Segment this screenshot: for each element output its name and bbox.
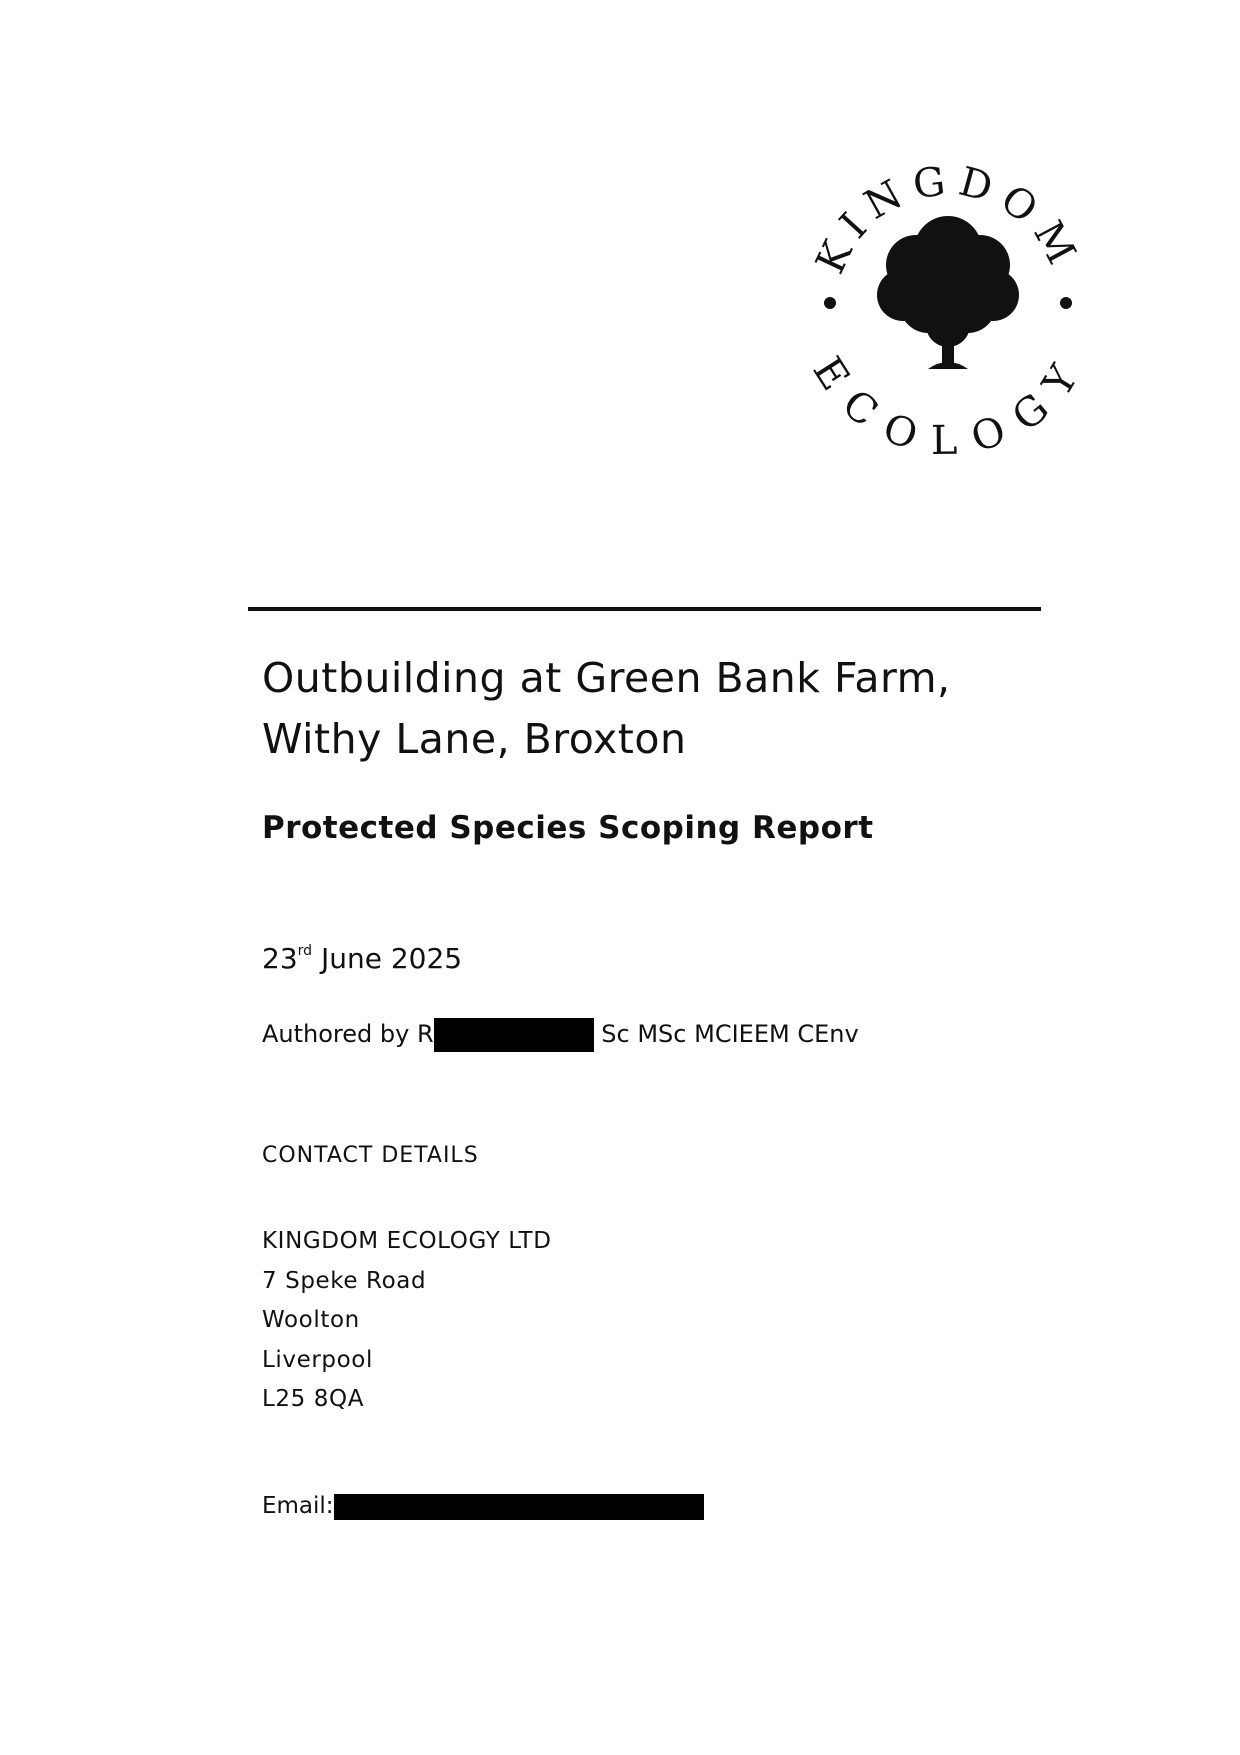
authored-suffix: Sc MSc MCIEEM CEnv xyxy=(593,1020,859,1048)
svg-text:KINGDOM: KINGDOM xyxy=(807,157,1089,281)
address-block xyxy=(262,1222,552,1420)
date-suffix: rd xyxy=(297,943,313,959)
report-subtitle: Protected Species Scoping Report xyxy=(262,810,874,846)
report-title xyxy=(262,648,1062,770)
author-line xyxy=(262,1018,859,1052)
title-line-1: Outbuilding at Green Bank Farm, xyxy=(262,654,951,702)
address-line: Woolton xyxy=(262,1307,360,1333)
email-line xyxy=(262,1493,704,1520)
title-divider xyxy=(248,607,1041,611)
svg-text:ECOLOGY: ECOLOGY xyxy=(803,349,1093,455)
title-line-2: Withy Lane, Broxton xyxy=(262,715,687,763)
oak-tree-icon xyxy=(877,216,1019,369)
redacted-author-name xyxy=(434,1018,594,1052)
kingdom-ecology-logo xyxy=(788,155,1108,455)
email-label: Email: xyxy=(262,1493,334,1519)
address-line: KINGDOM ECOLOGY LTD xyxy=(262,1228,552,1254)
report-date xyxy=(262,942,462,975)
address-line: Liverpool xyxy=(262,1346,373,1373)
authored-prefix: Authored by R xyxy=(262,1020,434,1048)
address-line: L25 8QA xyxy=(262,1386,365,1412)
date-month-year: June 2025 xyxy=(312,942,463,975)
date-day: 23 xyxy=(262,942,298,975)
address-line: 7 Speke Road xyxy=(262,1267,427,1294)
contact-heading: CONTACT DETAILS xyxy=(262,1143,479,1168)
redacted-email xyxy=(334,1494,704,1520)
